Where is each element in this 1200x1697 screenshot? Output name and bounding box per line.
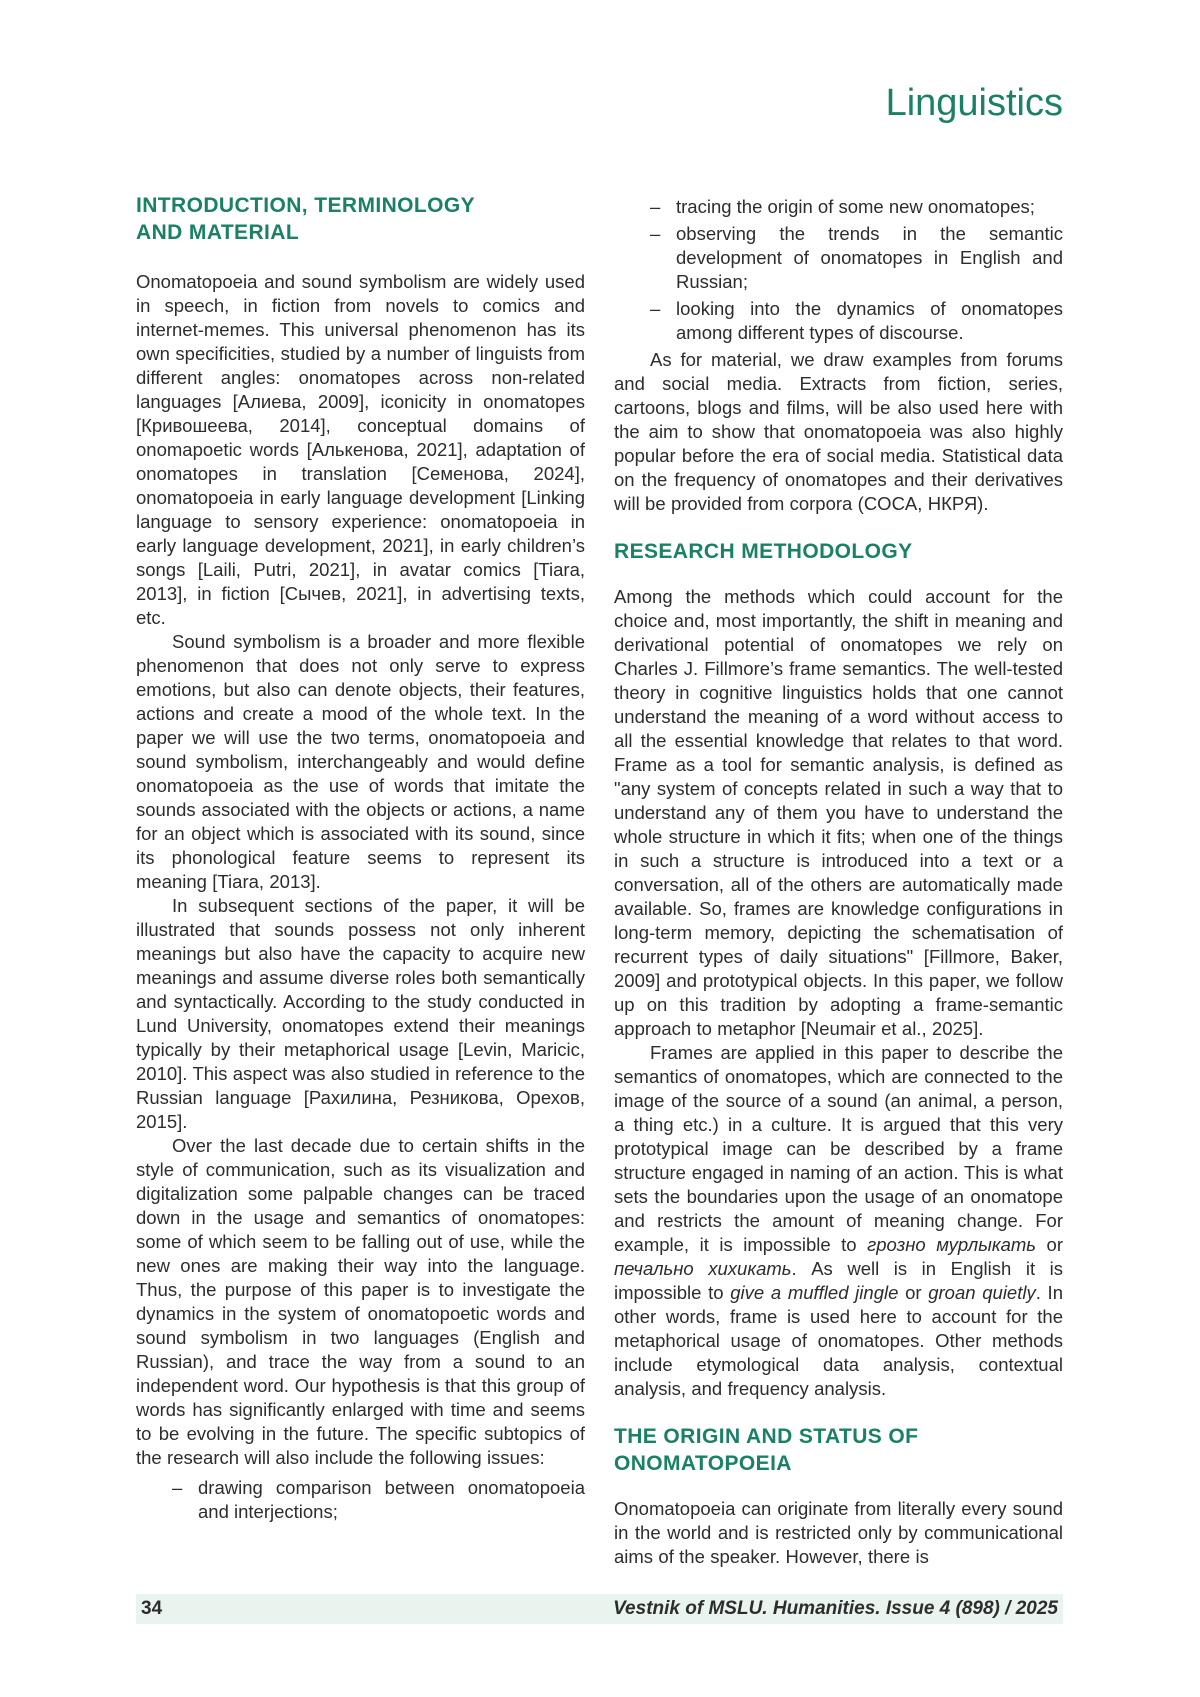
issues-list-part1 [136, 1476, 585, 1524]
text-segment: . In other words, frame is used here to account for the metaphorical usage of onomatopes. Other methods include etymological data analysis, contextual analysis, and frequency analysis. [614, 1282, 1063, 1399]
issues-list-part2 [614, 195, 1063, 345]
paragraph-subsequent-sections: In subsequent sections of the paper, it will be illustrated that sounds possess not only inherent meanings but also have the capacity to acquire new meanings and assume diverse roles both semantically and syntactically. According to the study conducted in Lund University, onomatopes extend their meanings typically by their metaphorical usage [Levin, Maricic, 2010]. This aspect was also studied in reference to the Russian language [Рахилина, Резникова, Орехов, 2015]. [136, 895, 585, 1132]
section-heading-line: AND MATERIAL [136, 221, 300, 244]
left-column [136, 192, 585, 1569]
list-item-text: observing the trends in the semantic development of onomatopes in English and Russian; [676, 223, 1063, 292]
paragraph-methodology: Among the methods which could account for the choice and, most importantly, the shift in meaning and derivational potential of onomatopes we rely on Charles J. Fillmore’s frame semantics. The well-tested theory in cognitive linguistics holds that one cannot understand the meaning of a word without access to all the essential knowledge that relates to that word. Frame as a tool for semantic analysis, is defined as "any system of concepts related in such a way that to understand any of them you have to understand the whole structure in which it fits; when one of the things in such a structure is introduced into a text or a conversation, all of the others are automatically made available. So, frames are knowledge configurations in long-term memory, depicting the schematisation of recurrent types of daily situations" [Fillmore, Baker, 2009] and prototypical objects. In this paper, we follow up on this tradition by adopting a frame-semantic approach to metaphor [Neumair et al., 2025]. [614, 586, 1063, 1039]
dash-bullet-icon: – [650, 196, 661, 217]
section-heading-methodology: RESEARCH METHODOLOGY [614, 540, 913, 563]
paragraph-origin: Onomatopoeia can originate from literally every sound in the world and is restricted only by communicational aims of the speaker. However, there is [614, 1498, 1063, 1567]
paragraph-sound-symbolism: Sound symbolism is a broader and more flexible phenomenon that does not only serve to express emotions, but also can denote objects, their features, actions and create a mood of the whole text. In the paper we will use the two terms, onomatopoeia and sound symbolism, interchangeably and would define onomatopoeia as the use of words that imitate the sounds associated with the objects or actions, a name for an object which is associated with its sound, since its phonological feature seems to represent its meaning [Tiara, 2013]. [136, 631, 585, 892]
section-heading-line: INTRODUCTION, TERMINOLOGY [136, 194, 475, 217]
dash-bullet-icon: – [172, 1477, 183, 1498]
page-title: Linguistics [885, 82, 1063, 124]
paragraph-intro: Onomatopoeia and sound symbolism are widely used in speech, in fiction from novels to comics and internet-memes. This universal phenomenon has its own specificities, studied by a number of linguists from different angles: onomatopes across non-related languages [Алиева, 2009], iconicity in onomatopes [Кривошеева, 2014], conceptual domains of onomapoetic words [Алькенова, 2021], adaptation of onomatopes in translation [Семенова, 2024], onomatopoeia in early language development [Linking language to sensory experience: onomatopoeia in early language development, 2021], in early children’s songs [Laili, Putri, 2021], in avatar comics [Tiara, 2013], in fiction [Сычев, 2021], in advertising texts, etc. [136, 271, 585, 628]
dash-bullet-icon: – [650, 223, 661, 244]
text-segment: Frames are applied in this paper to describe the semantics of onomatopes, which are connected to the image of the source of a sound (an animal, a person, a thing etc.) in a culture. It is argued that this very prototypical image can be described by a frame structure engaged in naming of an action. This is what sets the boundaries upon the usage of an onomatope and restricts the amount of meaning change. For example, it is impossible to [614, 1042, 1063, 1255]
journal-citation: Vestnik of MSLU. Humanities. Issue 4 (898) / 2025 [613, 1598, 1058, 1619]
section-heading-introduction [136, 192, 585, 246]
list-item [614, 222, 1063, 294]
list-item [614, 195, 1063, 219]
text-segment-italic: give a muffled jingle [730, 1282, 899, 1303]
text-segment: or [1036, 1234, 1063, 1255]
paragraph-frames [614, 1041, 1063, 1401]
list-item [136, 1476, 585, 1524]
text-segment-italic: печально хихикать [614, 1258, 792, 1279]
article-body [136, 192, 1063, 1569]
text-segment: or [898, 1282, 929, 1303]
text-segment-italic: groan quietly [928, 1282, 1036, 1303]
footer-bar [136, 1594, 1063, 1624]
paragraph-material: As for material, we draw examples from forums and social media. Extracts from fiction, series, cartoons, blogs and films, will be also used here with the aim to show that onomatopoeia was also highly popular before the era of social media. Statistical data on the frequency of onomatopes and their derivatives will be provided from corpora (COCA, НКРЯ). [614, 349, 1063, 514]
dash-bullet-icon: – [650, 298, 661, 319]
list-item [614, 297, 1063, 345]
right-column [614, 192, 1063, 1569]
list-item-text: drawing comparison between onomatopoeia and interjections; [198, 1477, 585, 1522]
paragraph-last-decade: Over the last decade due to certain shifts in the style of communication, such as its visualization and digitalization some palpable changes can be traced down in the usage and semantics of onomatopes: some of which seem to be falling out of use, while the new ones are making their way into the language. Thus, the purpose of this paper is to investigate the dynamics in the system of onomatopoetic words and sound symbolism in two languages (English and Russian), and trace the way from a sound to an independent word. Our hypothesis is that this group of words has significantly enlarged with time and seems to be evolving in the future. The specific subtopics of the research will also include the following issues: [136, 1135, 585, 1468]
text-segment-italic: грозно мурлыкать [867, 1234, 1037, 1255]
text-segment: . As well is in English it is impossible to [614, 1258, 1063, 1303]
list-item-text: looking into the dynamics of onomatopes among different types of discourse. [676, 298, 1063, 343]
section-heading-origin: THE ORIGIN AND STATUS OF ONOMATOPOEIA [614, 1425, 919, 1475]
list-item-text: tracing the origin of some new onomatopes; [676, 196, 1035, 217]
page-number: 34 [141, 1598, 163, 1619]
